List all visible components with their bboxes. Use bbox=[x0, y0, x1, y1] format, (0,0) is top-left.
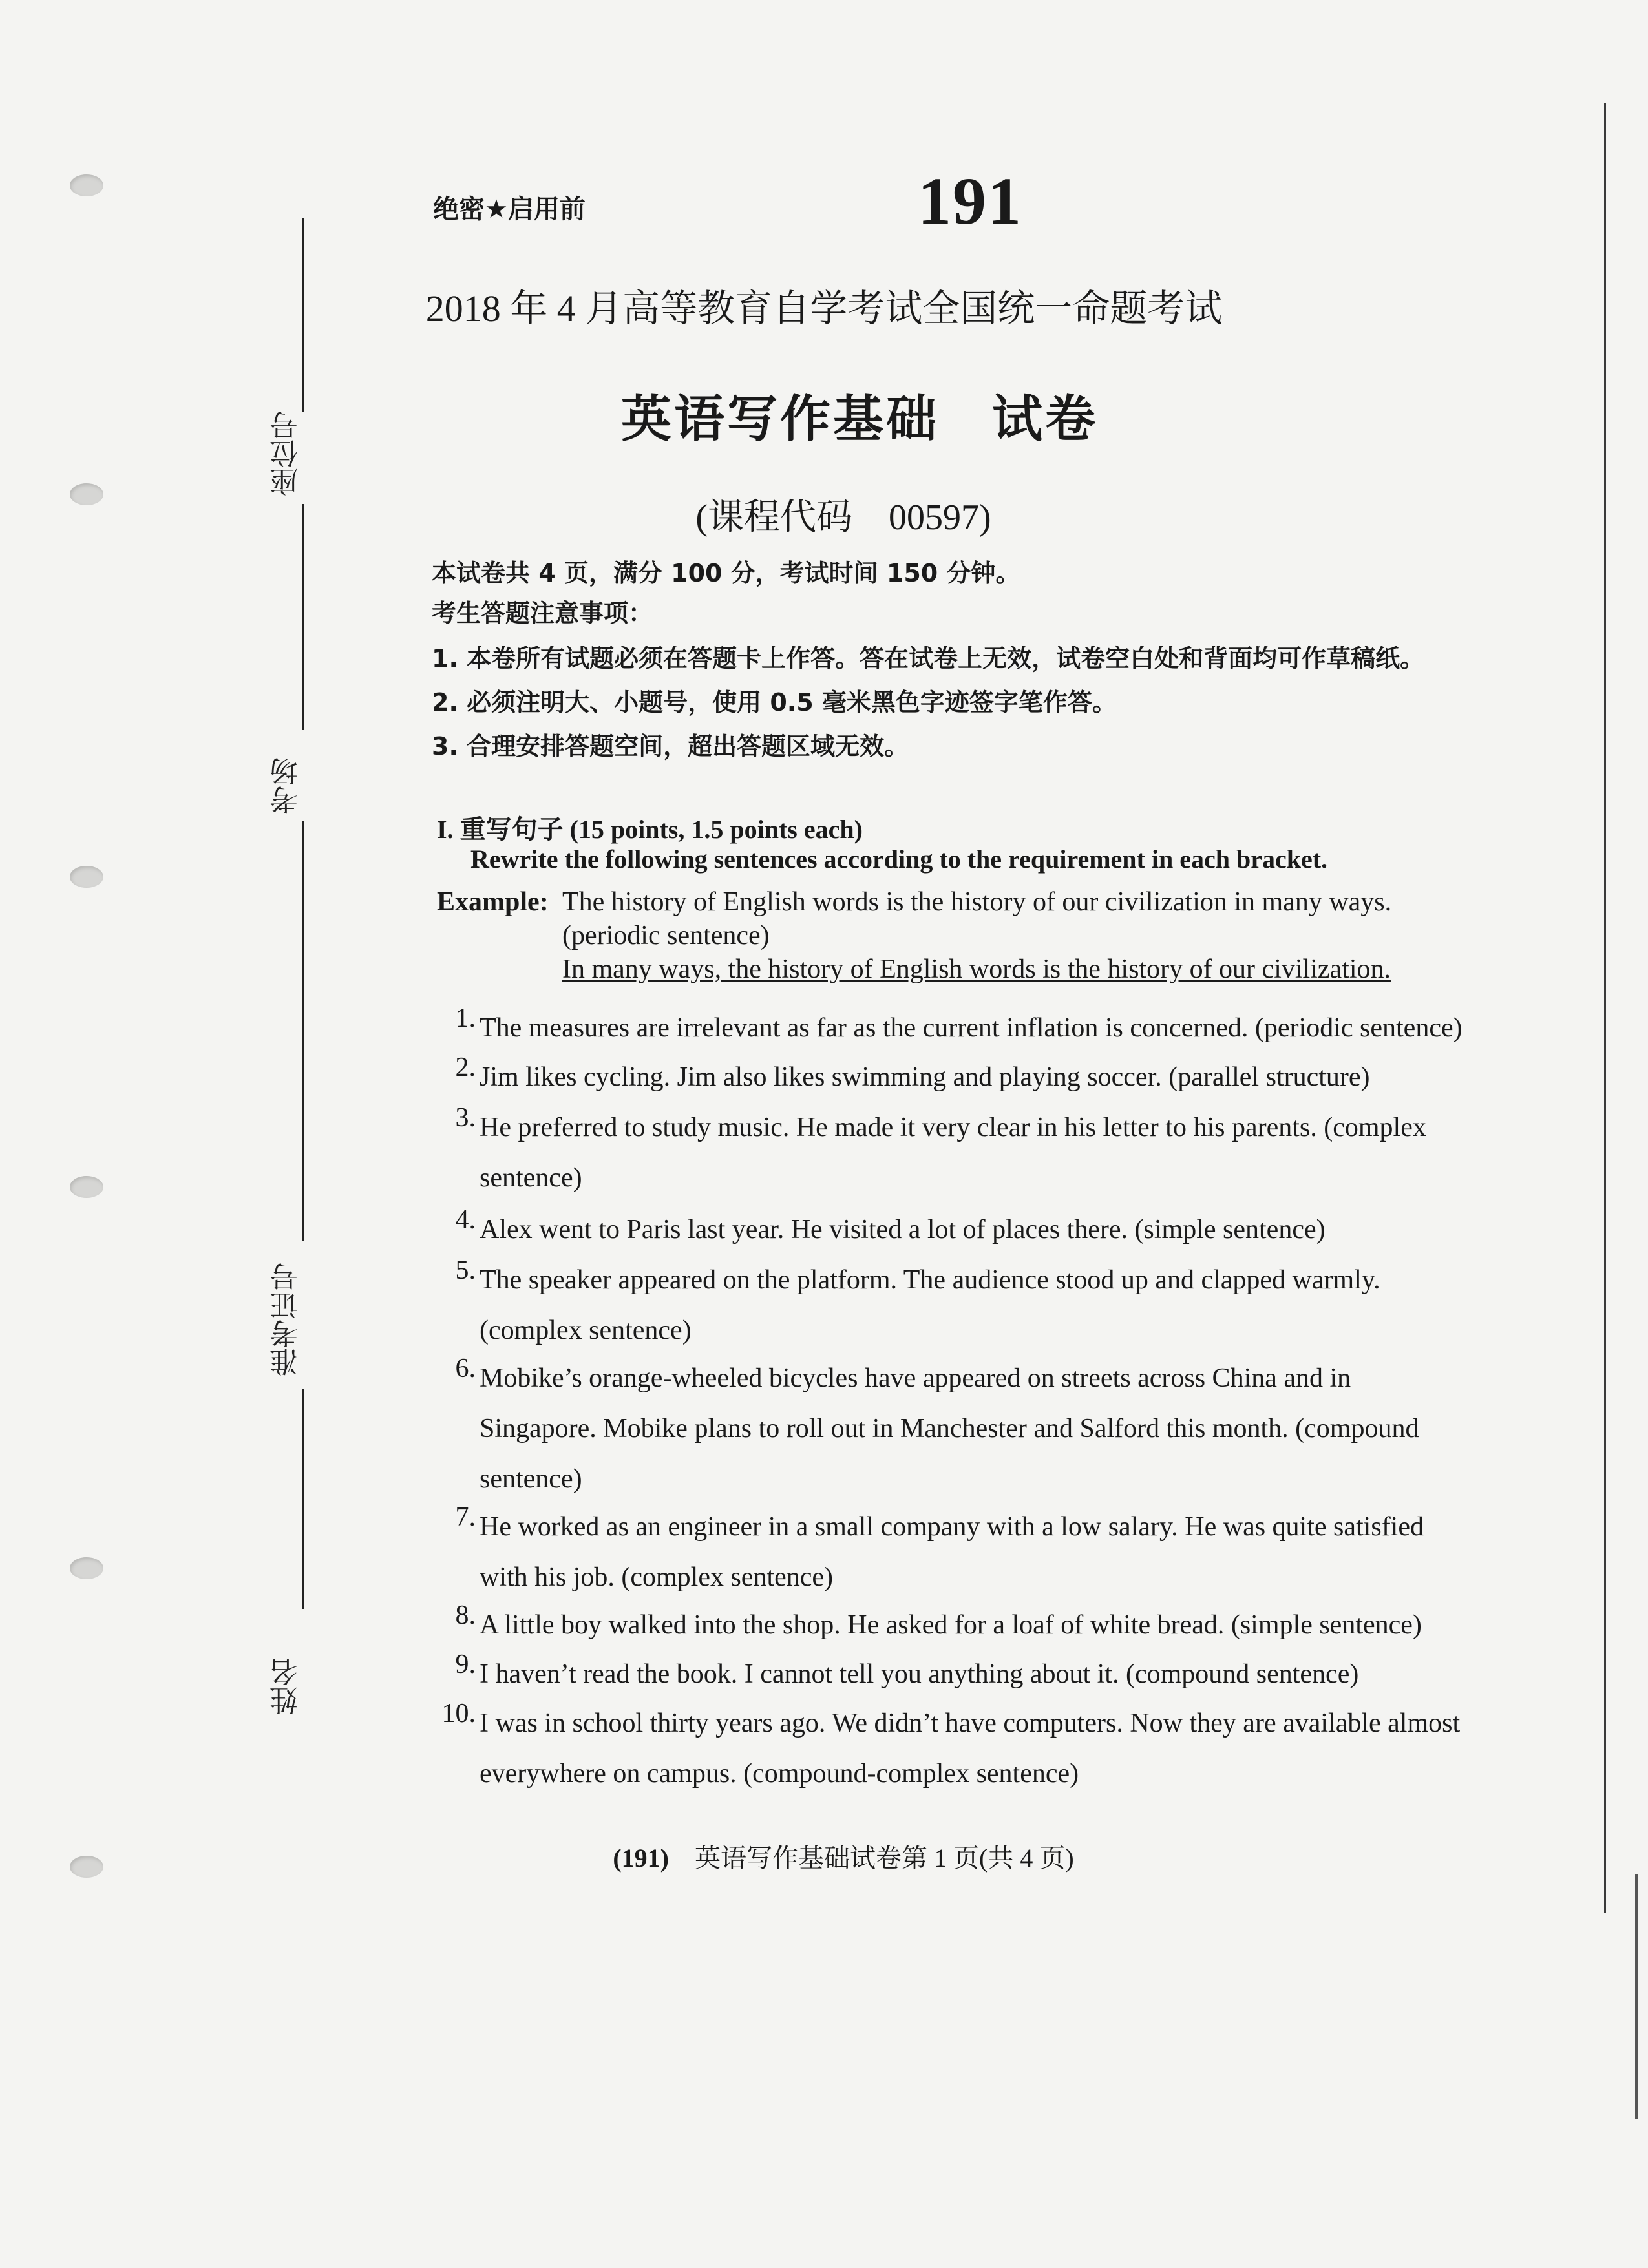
name-label: 姓名 bbox=[270, 1658, 303, 1715]
footer-code: (191) bbox=[613, 1843, 669, 1873]
footer-text: 英语写作基础试卷第 1 页(共 4 页) bbox=[695, 1843, 1074, 1873]
question-line: sentence) bbox=[480, 1464, 582, 1494]
punch-hole bbox=[70, 1557, 103, 1579]
question-line: He worked as an engineer in a small company with a low salary. He was quite satisfied bbox=[480, 1512, 1424, 1542]
question-number: 9. bbox=[455, 1650, 476, 1679]
example-requirement: (periodic sentence) bbox=[562, 921, 770, 950]
notice-item: 1. 本卷所有试题必须在答题卡上作答。答在试卷上无效，试卷空白处和背面均可作草稿纸。 bbox=[432, 644, 1425, 673]
question-line: Singapore. Mobike plans to roll out in Manchester and Salford this month. (compound bbox=[480, 1414, 1419, 1444]
exam-title: 2018 年 4 月高等教育自学考试全国统一命题考试 bbox=[425, 288, 1223, 330]
question-number: 6. bbox=[455, 1354, 476, 1383]
example-answer: In many ways, the history of English words is the history of our civilization. bbox=[562, 954, 1391, 984]
question-line: Mobike’s orange-wheeled bicycles have appeared on streets across China and in bbox=[480, 1363, 1351, 1393]
question-number: 7. bbox=[455, 1502, 476, 1532]
question-line: He preferred to study music. He made it very clear in his letter to his parents. (complex bbox=[480, 1113, 1426, 1142]
section-heading: I. 重写句子 (15 points, 1.5 points each) bbox=[437, 815, 863, 844]
ticket-number-line bbox=[302, 821, 304, 1241]
question-number: 3. bbox=[455, 1103, 476, 1133]
question-number: 1. bbox=[455, 1003, 476, 1033]
page-footer bbox=[0, 1838, 1648, 1874]
page-edge-line bbox=[1604, 103, 1606, 1913]
question-number: 5. bbox=[455, 1255, 476, 1285]
paper-code: 191 bbox=[918, 164, 1022, 238]
exam-room-label: 考场 bbox=[270, 757, 303, 814]
question-line: sentence) bbox=[480, 1163, 582, 1193]
question-line: The measures are irrelevant as far as the current inflation is concerned. (periodic sentence) bbox=[480, 1013, 1463, 1043]
punch-hole bbox=[70, 1176, 103, 1198]
question-line: I haven’t read the book. I cannot tell you anything about it. (compound sentence) bbox=[480, 1659, 1359, 1689]
question-line: Jim likes cycling. Jim also likes swimming and playing soccer. (parallel structure) bbox=[480, 1062, 1370, 1092]
seat-number-label: 座位号 bbox=[270, 411, 303, 496]
ticket-number-label: 准考证号 bbox=[270, 1263, 303, 1376]
notice-item: 3. 合理安排答题空间，超出答题区域无效。 bbox=[432, 732, 909, 761]
section-instruction: Rewrite the following sentences according to the requirement in each bracket. bbox=[470, 845, 1328, 874]
question-number: 8. bbox=[455, 1601, 476, 1630]
punch-hole bbox=[70, 866, 103, 888]
question-number: 2. bbox=[455, 1053, 476, 1082]
question-line: Alex went to Paris last year. He visited a lot of places there. (simple sentence) bbox=[480, 1215, 1326, 1244]
page-edge-line bbox=[1635, 1874, 1638, 2119]
question-line: with his job. (complex sentence) bbox=[480, 1562, 834, 1592]
course-code: (课程代码 00597) bbox=[695, 498, 991, 538]
example-sentence: The history of English words is the history of our civilization in many ways. bbox=[562, 887, 1392, 917]
question-line: I was in school thirty years ago. We didn’t have computers. Now they are available almost bbox=[480, 1708, 1461, 1738]
secret-mark: 绝密★启用前 bbox=[433, 194, 586, 224]
question-line: The speaker appeared on the platform. The audience stood up and clapped warmly. bbox=[480, 1265, 1380, 1295]
question-line: (complex sentence) bbox=[480, 1316, 692, 1345]
question-number: 4. bbox=[455, 1205, 476, 1235]
question-line: everywhere on campus. (compound-complex sentence) bbox=[480, 1759, 1079, 1789]
name-line bbox=[302, 1389, 304, 1609]
notice-item: 2. 必须注明大、小题号，使用 0.5 毫米黑色字迹签字笔作答。 bbox=[432, 688, 1117, 717]
example-label: Example: bbox=[437, 887, 549, 917]
notice-heading: 考生答题注意事项： bbox=[432, 599, 653, 627]
exam-summary: 本试卷共 4 页，满分 100 分，考试时间 150 分钟。 bbox=[432, 559, 1020, 587]
question-line: A little boy walked into the shop. He asked for a loaf of white bread. (simple sentence) bbox=[480, 1610, 1422, 1640]
question-number: 10. bbox=[441, 1699, 476, 1728]
paper-title: 英语写作基础 试卷 bbox=[620, 391, 1098, 447]
punch-hole bbox=[70, 174, 103, 196]
